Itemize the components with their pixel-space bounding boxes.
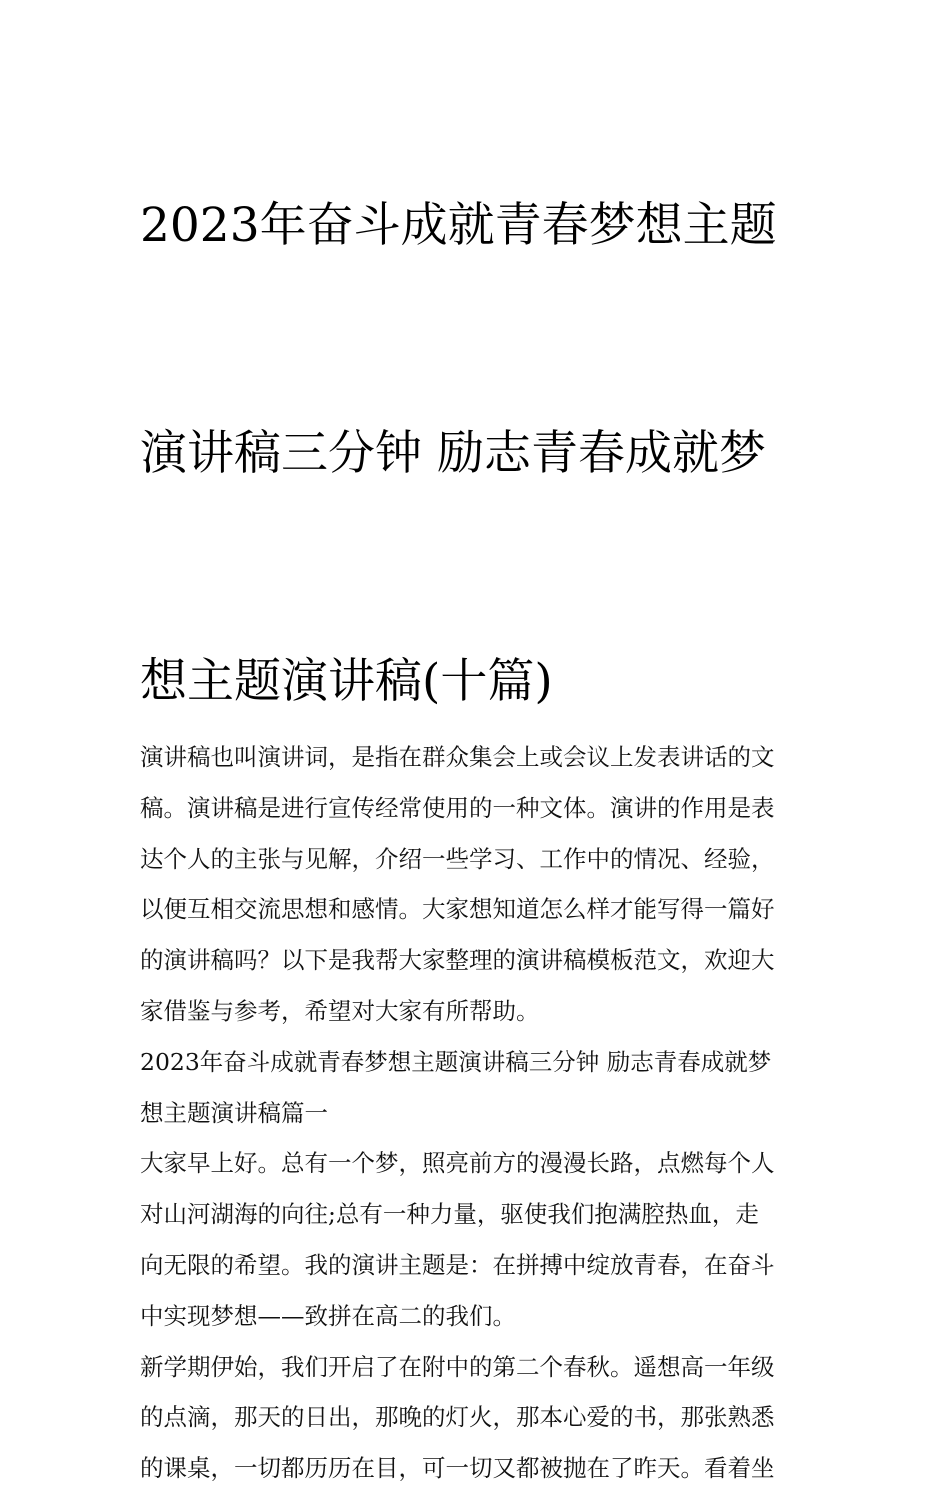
- title-line-3: 想主题演讲稿(十篇): [140, 654, 553, 709]
- title-line-2: 演讲稿三分钟 励志青春成就梦: [140, 426, 766, 481]
- body-paragraph-1: 大家早上好。总有一个梦，照亮前方的漫漫长路，点燃每个人 对山河湖海的向往;总有一种力量，驱使我们抱满腔热血，走 向无限的希望。我的演讲主题是：在拼搏中绽放青春，在奋斗 中实现梦想——致拼在高二的我们。: [140, 1149, 775, 1330]
- body-paragraph-2: 新学期伊始，我们开启了在附中的第二个春秋。遥想高一年级 的点滴，那天的日出，那晚的灯火，那本心爱的书，那张熟悉 的课桌，一切都历历在目，可一切又都被抛在了昨天。看着坐: [140, 1352, 775, 1483]
- intro-paragraph: 演讲稿也叫演讲词，是指在群众集会上或会议上发表讲话的文 稿。演讲稿是进行宣传经常使用的一种文体。演讲的作用是表 达个人的主张与见解，介绍一些学习、工作中的情况、经验， 以便互相交流思想和感情。大家想知道怎么样才能写得一篇好 的演讲稿吗？以下是我帮大家整理的演讲稿模板范文，欢迎大 家借鉴与参考，希望对大家有所帮助。: [140, 743, 775, 1025]
- document-content: [140, 112, 815, 1494]
- document-body: [140, 732, 815, 1494]
- document-title: [140, 112, 815, 720]
- section-heading: 2023年奋斗成就青春梦想主题演讲稿三分钟 励志青春成就梦 想主题演讲稿篇一: [140, 1047, 772, 1127]
- title-line-1: 2023年奋斗成就青春梦想主题: [140, 198, 777, 253]
